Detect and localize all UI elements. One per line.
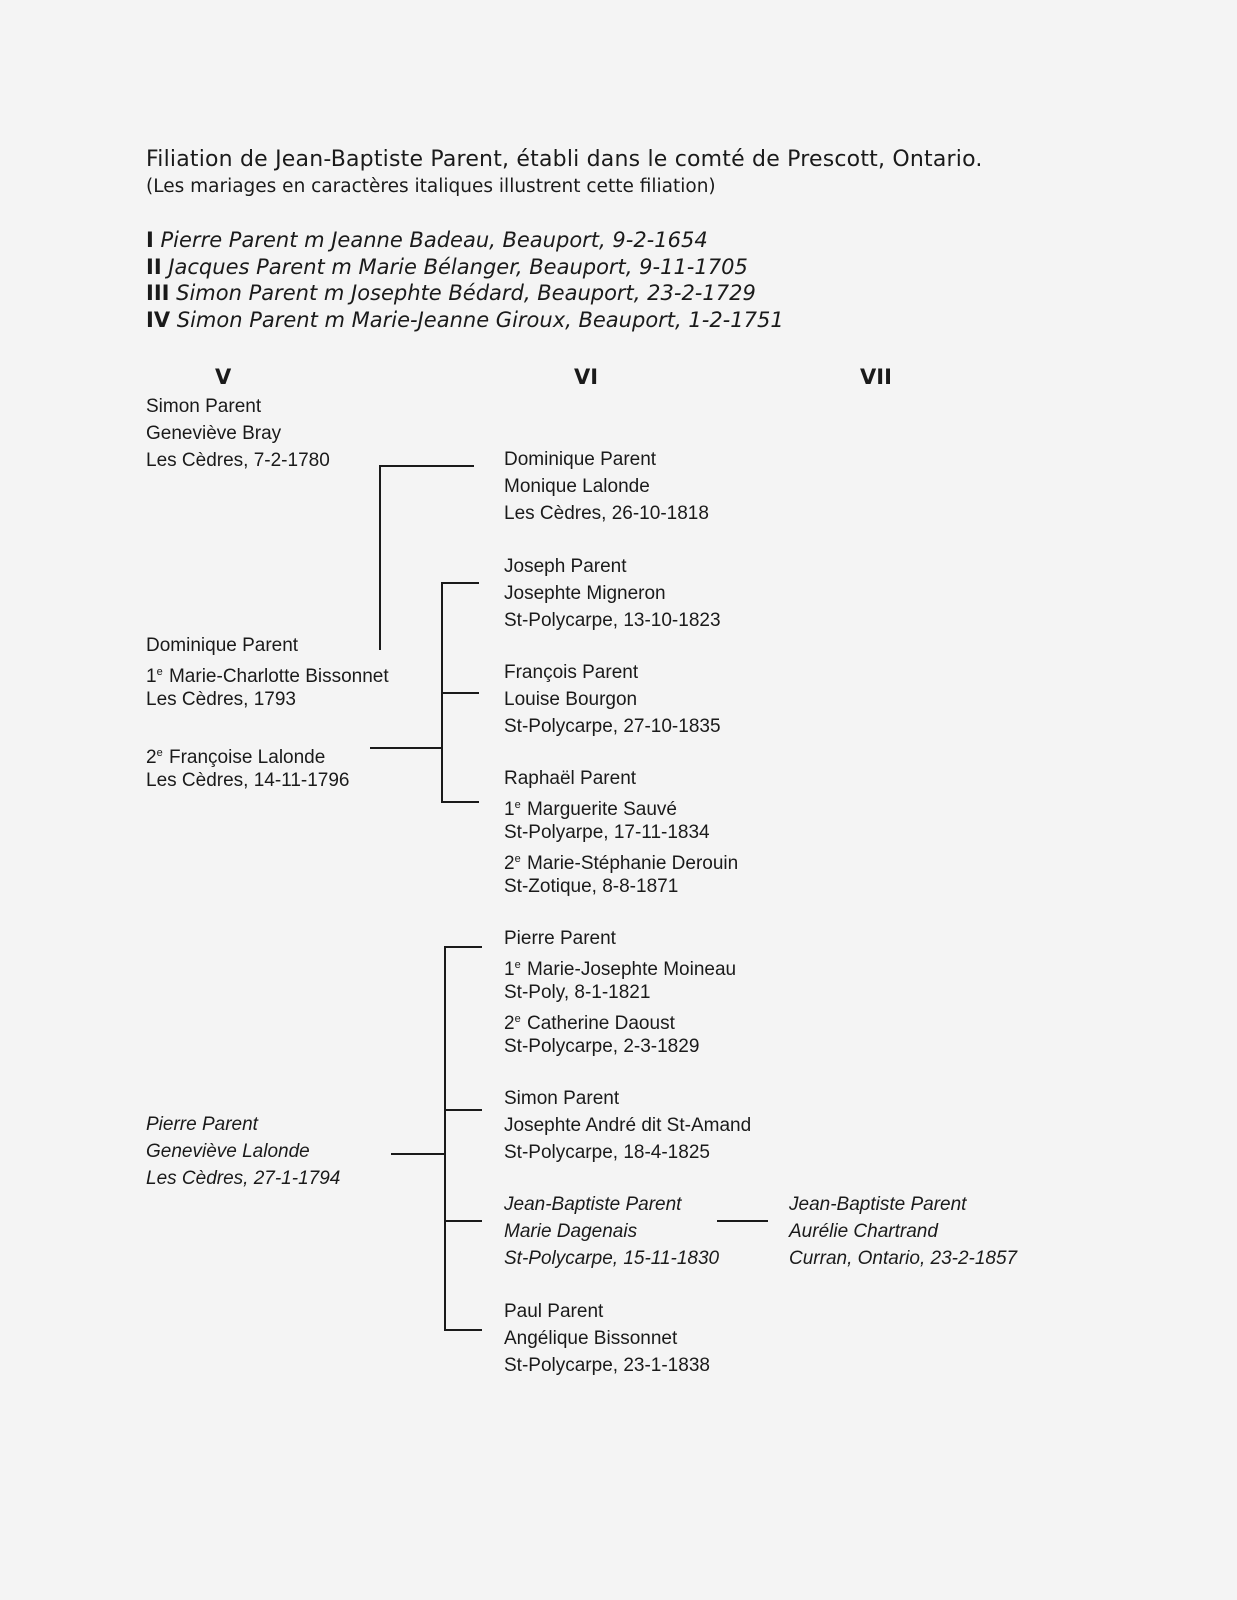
marriage-place-date: St-Polycarpe, 23-1-1838 xyxy=(504,1355,710,1376)
spouse-name: Aurélie Chartrand xyxy=(789,1221,938,1242)
person-vi-pierre xyxy=(504,925,736,1060)
spouse-name: Geneviève Bray xyxy=(146,423,282,444)
connector-line xyxy=(444,1329,482,1331)
person-v-pierre xyxy=(146,1111,340,1192)
generation-text: Simon Parent m Josephte Bédard, Beauport, 23-2-1729 xyxy=(176,281,756,305)
person-name: Pierre Parent xyxy=(504,928,616,949)
person-name: Simon Parent xyxy=(146,396,262,417)
connector-line xyxy=(444,946,482,948)
generation-text: Simon Parent m Marie-Jeanne Giroux, Beauport, 1-2-1751 xyxy=(176,308,784,332)
generation-iii xyxy=(146,281,756,305)
second-marriage-place-date: St-Zotique, 8-8-1871 xyxy=(504,876,679,897)
person-vi-raphael xyxy=(504,765,738,900)
column-header-v: V xyxy=(215,365,232,389)
spouse-name: Josephte André dit St-Amand xyxy=(504,1115,752,1136)
marriage-place-date: St-Polycarpe, 15-11-1830 xyxy=(504,1248,720,1269)
person-name: Jean-Baptiste Parent xyxy=(504,1194,682,1215)
spouse-name: Louise Bourgon xyxy=(504,689,638,710)
person-name: Jean-Baptiste Parent xyxy=(789,1194,967,1215)
column-header-vii: VII xyxy=(860,365,892,389)
second-marriage-place-date: St-Polycarpe, 2-3-1829 xyxy=(504,1036,700,1057)
connector-line xyxy=(444,946,446,1330)
spouse-name: Josephte Migneron xyxy=(504,583,666,604)
connector-line xyxy=(441,692,479,694)
person-vii-jean-baptiste xyxy=(789,1191,1017,1272)
connector-line xyxy=(391,1153,445,1155)
person-name: Joseph Parent xyxy=(504,556,627,577)
marriage-place-date: St-Polycarpe, 13-10-1823 xyxy=(504,610,721,631)
first-marriage-place-date: St-Polyarpe, 17-11-1834 xyxy=(504,822,710,843)
first-spouse: 1e Marguerite Sauvé xyxy=(504,799,677,820)
connector-line xyxy=(370,747,443,749)
generation-ii xyxy=(146,255,748,279)
spouse-name: Marie Dagenais xyxy=(504,1221,638,1242)
marriage-place-date: Les Cèdres, 7-2-1780 xyxy=(146,450,330,471)
spouse-name: Geneviève Lalonde xyxy=(146,1141,310,1162)
marriage-place-date: Les Cèdres, 26-10-1818 xyxy=(504,503,709,524)
second-spouse: 2e Françoise Lalonde xyxy=(146,747,326,768)
connector-line xyxy=(444,1109,482,1111)
connector-line xyxy=(444,1220,482,1222)
second-marriage-place-date: Les Cèdres, 14-11-1796 xyxy=(146,770,350,791)
connector-line xyxy=(380,465,474,467)
person-name: Dominique Parent xyxy=(146,635,299,656)
person-vi-dominique xyxy=(504,446,709,527)
generation-text: Jacques Parent m Marie Bélanger, Beauport, 9-11-1705 xyxy=(168,255,748,279)
page-title: Filiation de Jean-Baptiste Parent, établi dans le comté de Prescott, Ontario. xyxy=(146,147,983,172)
person-vi-paul xyxy=(504,1298,710,1379)
generation-number: II xyxy=(146,255,162,279)
person-vi-joseph xyxy=(504,553,721,634)
person-name: François Parent xyxy=(504,662,639,683)
first-spouse: 1e Marie-Charlotte Bissonnet xyxy=(146,666,389,687)
marriage-place-date: St-Polycarpe, 27-10-1835 xyxy=(504,716,721,737)
second-spouse: 2e Marie-Stéphanie Derouin xyxy=(504,853,739,874)
generation-number: III xyxy=(146,281,170,305)
connector-line xyxy=(379,465,381,650)
page-subtitle: (Les mariages en caractères italiques illustrent cette filiation) xyxy=(146,176,716,197)
person-v-dominique xyxy=(146,632,389,794)
second-spouse: 2e Catherine Daoust xyxy=(504,1013,675,1034)
connector-line xyxy=(717,1220,768,1222)
connector-line xyxy=(441,801,479,803)
marriage-place-date: St-Polycarpe, 18-4-1825 xyxy=(504,1142,710,1163)
person-v-simon xyxy=(146,393,330,474)
person-name: Paul Parent xyxy=(504,1301,604,1322)
first-marriage-place-date: Les Cèdres, 1793 xyxy=(146,689,296,710)
person-vi-francois xyxy=(504,659,721,740)
person-name: Simon Parent xyxy=(504,1088,620,1109)
person-name: Pierre Parent xyxy=(146,1114,258,1135)
generation-text: Pierre Parent m Jeanne Badeau, Beauport, 9-2-1654 xyxy=(160,228,708,252)
generation-number: IV xyxy=(146,308,171,332)
first-marriage-place-date: St-Poly, 8-1-1821 xyxy=(504,982,651,1003)
person-vi-simon xyxy=(504,1085,751,1166)
marriage-place-date: Curran, Ontario, 23-2-1857 xyxy=(789,1248,1018,1269)
first-spouse: 1e Marie-Josephte Moineau xyxy=(504,959,737,980)
spouse-name: Angélique Bissonnet xyxy=(504,1328,678,1349)
generation-number: I xyxy=(146,228,154,252)
spouse-name: Monique Lalonde xyxy=(504,476,650,497)
person-name: Dominique Parent xyxy=(504,449,657,470)
marriage-place-date: Les Cèdres, 27-1-1794 xyxy=(146,1168,341,1189)
generation-i xyxy=(146,228,708,252)
person-vi-jean-baptiste xyxy=(504,1191,719,1272)
generation-iv xyxy=(146,308,784,332)
person-name: Raphaël Parent xyxy=(504,768,637,789)
column-header-vi: VI xyxy=(574,365,599,389)
connector-line xyxy=(441,582,479,584)
